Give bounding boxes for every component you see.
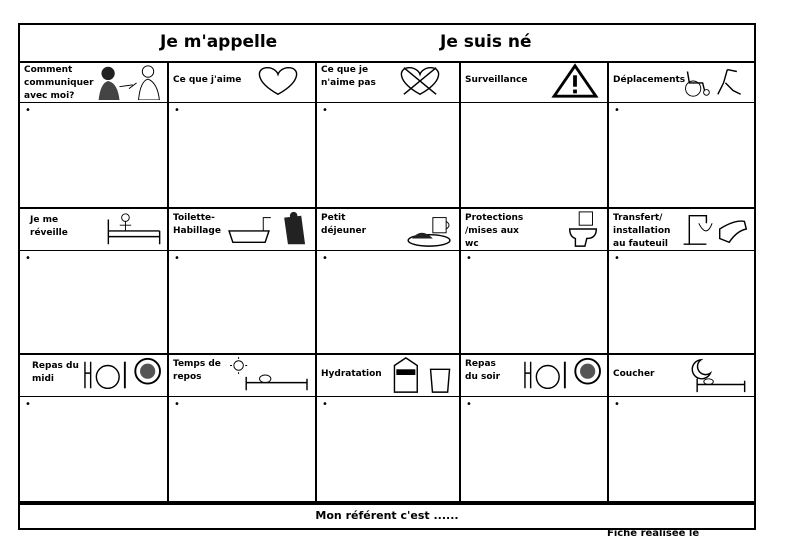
cell-header — [20, 209, 167, 251]
cell-label: Repas du soir — [465, 359, 501, 382]
care-grid — [20, 61, 754, 505]
cell-label: Temps de repos — [173, 359, 221, 382]
entry-marker: • — [466, 399, 472, 410]
cell-label: Petit déjeuner — [321, 213, 367, 236]
cell-label: Coucher — [613, 369, 655, 379]
meal-icon — [519, 356, 605, 394]
cell-dinner[interactable] — [461, 355, 609, 505]
name-title: Je m'appelle — [160, 32, 278, 52]
entry-marker: • — [174, 105, 180, 116]
bath-dressing-icon — [223, 210, 313, 248]
cell-label: Surveillance — [465, 75, 528, 85]
cell-header — [461, 355, 607, 397]
cell-header — [20, 61, 167, 103]
cell-label: Ce que j'aime — [173, 75, 242, 85]
cell-header — [609, 61, 754, 103]
cell-mobility[interactable] — [609, 61, 754, 209]
birth-title: Je suis né — [440, 32, 532, 52]
sheet-date-label: Fiche réalisée le — [607, 528, 700, 539]
crossed-heart-icon — [383, 62, 457, 100]
cell-transfer[interactable] — [609, 209, 754, 355]
milk-glass-icon — [387, 356, 457, 394]
conversation-icon — [93, 62, 165, 100]
entry-marker: • — [614, 399, 620, 410]
cell-header — [317, 61, 459, 103]
breakfast-icon — [403, 210, 457, 248]
cell-header — [461, 209, 607, 251]
cell-label: Repas du midi — [32, 361, 79, 384]
cell-communication[interactable] — [20, 61, 169, 209]
entry-marker: • — [25, 253, 31, 264]
heart-icon — [243, 62, 313, 100]
cell-lunch[interactable] — [20, 355, 169, 505]
entry-marker: • — [174, 253, 180, 264]
entry-marker: • — [614, 105, 620, 116]
wheelchair-walking-icon — [678, 62, 752, 100]
meal-icon — [79, 356, 165, 394]
cell-bedtime[interactable] — [609, 355, 754, 505]
cell-header — [169, 355, 315, 397]
cell-header — [169, 209, 315, 251]
entry-marker: • — [322, 253, 328, 264]
cell-header — [20, 355, 167, 397]
cell-header — [317, 209, 459, 251]
entry-marker: • — [322, 399, 328, 410]
entry-marker: • — [322, 105, 328, 116]
toilet-icon — [561, 210, 605, 248]
cell-label: Protections /mises aux wc — [465, 213, 524, 249]
entry-marker: • — [174, 399, 180, 410]
cell-label: Je me réveille — [30, 215, 68, 238]
cell-header — [609, 355, 754, 397]
warning-icon — [545, 62, 605, 100]
cell-header — [317, 355, 459, 397]
cell-label: Toilette-Habillage — [173, 213, 221, 236]
cell-likes[interactable] — [169, 61, 317, 209]
cell-dislikes[interactable] — [317, 61, 461, 209]
cell-wake-up[interactable] — [20, 209, 169, 355]
cell-hydration[interactable] — [317, 355, 461, 505]
patient-lift-icon — [676, 210, 752, 248]
rest-in-sun-icon — [225, 356, 313, 394]
entry-marker: • — [25, 399, 31, 410]
entry-marker: • — [466, 253, 472, 264]
cell-header — [169, 61, 315, 103]
cell-breakfast[interactable] — [317, 209, 461, 355]
entry-marker: • — [25, 105, 31, 116]
cell-label: Ce que je n'aime pas — [321, 65, 376, 88]
cell-toilet-dressing[interactable] — [169, 209, 317, 355]
person-in-bed-icon — [103, 210, 165, 248]
cell-protections[interactable] — [461, 209, 609, 355]
referent-row: Mon référent c'est ...... — [20, 501, 754, 528]
cell-header — [461, 61, 607, 103]
cell-label: Comment communiquer avec moi? — [24, 65, 94, 101]
cell-label: Déplacements — [613, 75, 686, 85]
cell-rest[interactable] — [169, 355, 317, 505]
cell-monitoring[interactable] — [461, 61, 609, 209]
care-sheet — [18, 23, 756, 530]
entry-marker: • — [614, 253, 620, 264]
cell-label: Transfert/ installation au fauteuil — [613, 213, 671, 249]
cell-label: Hydratation — [321, 369, 382, 379]
moon-bed-icon — [686, 356, 752, 394]
cell-header — [609, 209, 754, 251]
title-row — [20, 25, 754, 63]
